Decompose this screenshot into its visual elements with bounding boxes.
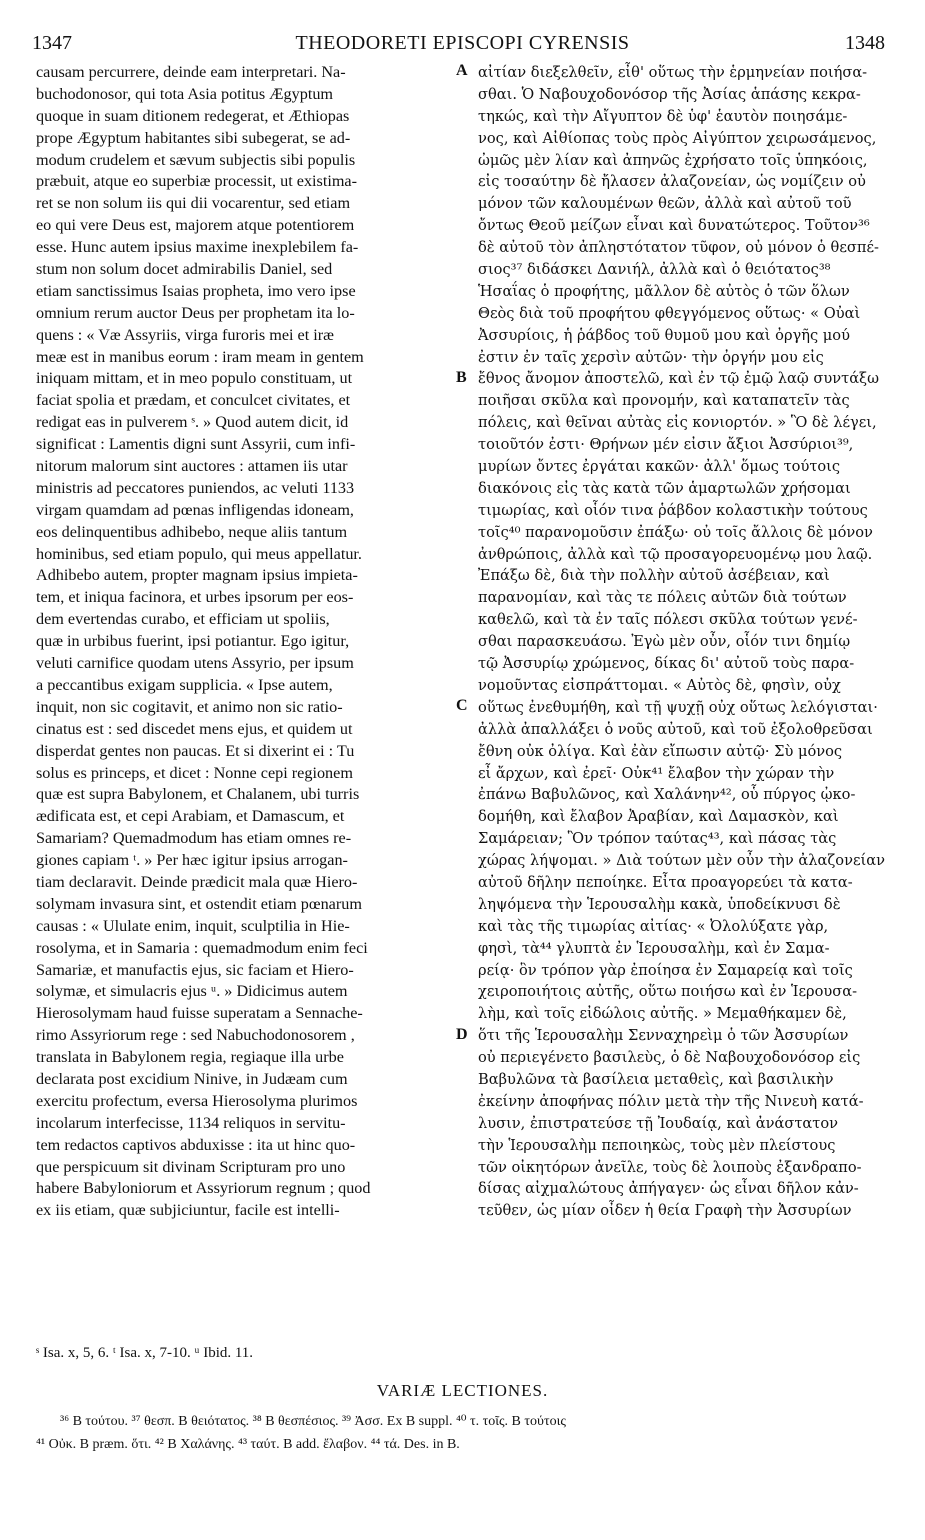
greek-text-line: τῶν οἰκητόρων ἀνεῖλε, τοὺς δὲ λοιποὺς ἐξανδραπο-: [478, 1158, 862, 1176]
latin-text-line: tem redactos captivos abduxisse : ita ut hinc quo-: [36, 1135, 356, 1154]
greek-text-line: φησὶ, τὰ⁴⁴ γλυπτὰ ἐν Ἱερουσαλὴμ, καὶ ἐν Σαμα-: [478, 939, 830, 957]
greek-text-line: Θεὸς διὰ τοῦ προφήτου φθεγγόμενος οὕτως· « Οὐαὶ: [478, 304, 861, 322]
greek-text-line: ποιῆσαι σκῦλα καὶ προνομήν, καὶ καταπατεῖν τὰς: [478, 392, 850, 410]
latin-text-line: faciat spolia et prædam, et conculcet civitates, et: [36, 391, 351, 410]
latin-text-line: disperdat gentes non paucas. Et si dixerint ei : Tu: [36, 741, 355, 760]
greek-column: [478, 62, 898, 1222]
greek-text-line: τοιοῦτόν ἐστι· Θρήνων μέν εἰσιν ἄξιοι Ἀσσύριοι³⁹,: [478, 436, 854, 454]
greek-text-line: τηκώς, καὶ τὴν Αἴγυπτον δὲ ὑφ' ἑαυτὸν ποιησάμε-: [478, 107, 848, 125]
latin-text-line: ædificata est, et cepi Arabiam, et Damascum, et: [36, 807, 345, 826]
latin-text-line: inquit, non sic cogitavit, et animo non sic ratio-: [36, 697, 343, 716]
greek-text-line: λυσιν, ἐπιστρατεύσε τῇ Ἰουδαίᾳ, καὶ ἀνάστατον: [478, 1114, 838, 1132]
greek-text-line: εἰς τοσαύτην δὲ ἤλασεν ἀλαζονείαν, ὡς νομίζειν οὐ: [478, 173, 866, 191]
greek-text-line: σιος³⁷ διδάσκει Δανιήλ, ἀλλὰ καὶ ὁ θειότατος³⁸: [478, 261, 831, 279]
running-title: THEODORETI EPISCOPI CYRENSIS: [295, 32, 630, 54]
latin-text-line: incolarum interfecisse, 1134 reliquos in servitu-: [36, 1113, 346, 1132]
latin-text-line: rosolyma, et in Samaria : quemadmodum enim feci: [36, 938, 368, 957]
greek-text-line: τοῖς⁴⁰ παρανομοῦσιν ἐπάξω· οὐ τοῖς ἄλλοις δὲ μόνον: [478, 523, 873, 541]
greek-text-line: ἐστιν ἐν ταῖς χερσὶν αὐτῶν· τὴν ὀργήν μου εἰς: [478, 348, 824, 366]
latin-text-line: declarata post excidium Ninive, in Judæam cum: [36, 1069, 348, 1088]
greek-text-line: ἀλλὰ ἀπαλλάξει ὁ νοῦς αὐτοῦ, καὶ τοῦ ἐξολοθρεῦσαι: [478, 720, 873, 738]
latin-text-line: rimo Assyriorum rege : sed Nabuchodonosorem ,: [36, 1026, 355, 1045]
latin-text-line: causam percurrere, deinde eam interpretari. Na-: [36, 63, 346, 81]
greek-text-line: ἐπάνω Βαβυλῶνος, καὶ Χαλάνην⁴², οὗ πύργος ᾠκο-: [478, 786, 856, 804]
footnotes: ˢ Isa. x, 5, 6. ᵗ Isa. x, 7-10. ᵘ Ibid. 11.: [36, 1345, 254, 1361]
latin-text-line: significat : Lamentis digni sunt Assyrii, cum infi-: [36, 435, 356, 454]
latin-text-line: tiam declaravit. Deinde prædicit mala quæ Hiero-: [36, 872, 358, 891]
latin-text-line: iniquam mittam, et in meo populo constituam, ut: [36, 369, 353, 388]
latin-text-line: solymam invasura sint, et ostendit etiam pœnarum: [36, 894, 362, 913]
margin-marker: C: [456, 697, 468, 715]
latin-text-line: eos delinquentibus adhibebo, neque aliis tantum: [36, 522, 348, 541]
greek-text-line: παρανομίαν, καὶ τὰς τε πόλεις αὐτῶν διὰ τούτων: [478, 589, 847, 607]
latin-text-line: solus es princeps, et dicet : Nonne cepi regionem: [36, 763, 353, 782]
greek-text-line: τῷ Ἀσσυρίῳ χρώμενος, δίκας δι' αὐτοῦ τοὺς παρα-: [478, 655, 855, 673]
greek-text-line: αὐτοῦ δῆλην πεποίηκε. Εἶτα προαγορεύει τὰ κατα-: [478, 873, 853, 891]
greek-text-line: εἶ ἄρχων, καὶ ἐρεῖ· Οὐκ⁴¹ ἔλαβον τὴν χώραν τὴν: [478, 764, 835, 782]
latin-text-line: cinatus est : sed discedet mens ejus, et quidem ut: [36, 719, 353, 738]
latin-text-line: exercitu profectum, eversa Hierosolyma plurimos: [36, 1091, 358, 1110]
greek-text-line: δὲ αὐτοῦ τὸν ἀπληστότατον τῦφον, οὐ μόνον ὁ θεσπέ-: [478, 239, 879, 257]
greek-text-line: Ἡσαΐας ὁ προφήτης, μᾶλλον δὲ αὐτὸς ὁ τῶν ὅλων: [478, 282, 850, 300]
latin-text-line: redigat eas in pulverem ˢ. » Quod autem dicit, id: [36, 413, 349, 432]
latin-text-line: Samariam? Quemadmodum has etiam omnes re-: [36, 829, 352, 848]
latin-text-line: virgam quamdam ad pœnas infligendas idoneam,: [36, 500, 354, 519]
latin-text-line: hominibus, sed etiam populo, qui meus appellatur.: [36, 544, 362, 563]
latin-text-line: ministris ad peccatores puniendos, ac veluti 1133: [36, 478, 355, 497]
greek-text-line: δομήθη, καὶ ἔλαβον Ἀραβίαν, καὶ Δαμασκὸν, καὶ: [478, 808, 839, 826]
latin-text-line: quens : « Væ Assyriis, virga furoris mei et iræ: [36, 325, 334, 344]
right-page-number: 1348: [845, 32, 885, 54]
latin-text-line: meæ est in manibus eorum : iram meam in gentem: [36, 347, 364, 366]
greek-text-line: ἔθνη οὐκ ὀλίγα. Καὶ ἐὰν εἴπωσιν αὐτῷ· Σὺ μόνος: [478, 742, 843, 760]
latin-text-line: etiam sanctissimus Isaias propheta, imo vero ipse: [36, 281, 356, 300]
margin-marker: A: [456, 62, 468, 79]
greek-text-line: οὐ περιεγένετο βασιλεὺς, ὁ δὲ Ναβουχοδονόσορ εἰς: [478, 1049, 861, 1067]
latin-text-line: veluti carnifice quodam utens Assyrio, per ipsum: [36, 654, 354, 673]
greek-text-line: ὄντως Θεοῦ μείζων εἶναι καὶ δυνατώτερος. Τοῦτον³⁶: [478, 217, 870, 235]
greek-text-line: σθαι παρασκευάσω. Ἐγὼ μὲν οὖν, οἷόν τινι δημίῳ: [478, 633, 851, 651]
greek-text-line: ρείᾳ· ὃν τρόπον γὰρ ἐποίησα ἐν Σαμαρείᾳ καὶ τοῖς: [478, 961, 853, 979]
greek-text-line: ἀνθρώποις, ἀλλὰ καὶ τῷ προσαγορευομένῳ μου λαῷ.: [478, 545, 873, 563]
latin-text-line: giones capiam ᵗ. » Per hæc igitur ipsius arrogan-: [36, 851, 348, 870]
latin-text-line: esse. Hunc autem ipsius maxime inexplebilem fa-: [36, 238, 359, 257]
greek-text-line: Βαβυλῶνα τὰ βασίλεια μεταθεὶς, καὶ βασιλικὴν: [478, 1070, 834, 1088]
greek-text-line: Ἐπάξω δὲ, διὰ τὴν πολλὴν αὐτοῦ ἀσέβειαν, καὶ: [478, 567, 830, 585]
variae-line-2: ⁴¹ Οὐκ. Β præm. ὅτι. ⁴² Β Χαλάνης. ⁴³ ταύτ. Β add. ἔλαβον. ⁴⁴ τά. Des. in Β.: [36, 1437, 460, 1452]
greek-text-line: μυρίων ὄντες ἐργάται κακῶν· ἀλλ' ὅμως τούτοις: [478, 458, 841, 476]
latin-column: [36, 62, 456, 1222]
margin-marker: B: [456, 368, 467, 386]
greek-text-line: καθελῶ, καὶ τὰ ἐν ταῖς πόλεσι σκῦλα τούτων γενέ-: [478, 611, 858, 629]
left-page-number: 1347: [32, 32, 72, 54]
latin-text-line: Samariæ, et manufactis ejus, sic faciam et Hiero-: [36, 960, 354, 979]
greek-text-line: αἰτίαν διεξελθεῖν, εἶθ' οὕτως τὴν ἑρμηνείαν ποιήσα-: [478, 64, 868, 81]
latin-text-line: Hierosolymam haud fuisse superatam a Sennache-: [36, 1004, 363, 1023]
greek-text-line: διακόνοις εἰς τὰς κατὰ τῶν ἁμαρτωλῶν χρήσομαι: [478, 479, 851, 497]
latin-text-line: Adhibebo autem, propter magnam ipsius impieta-: [36, 566, 358, 585]
latin-text-line: omnium rerum auctor Deus per prophetam ita lo-: [36, 303, 355, 322]
greek-text-line: Ἀσσυρίοις, ἡ ῥάβδος τοῦ θυμοῦ μου καὶ ὀργῆς μού: [478, 326, 850, 344]
greek-text-line: νος, καὶ Αἰθίοπας τοὺς πρὸς Αἰγύπτον χειρωσάμενος,: [478, 129, 877, 147]
latin-text-line: modum crudelem et sævum subjectis sibi populis: [36, 150, 356, 169]
latin-text-line: eo qui vere Deus est, majorem atque potentiorem: [36, 216, 355, 235]
greek-text-line: ὠμῶς μὲν λίαν καὶ ἀπηνῶς ἐχρήσατο τοῖς ὑπηκόοις,: [478, 151, 868, 169]
margin-marker: D: [456, 1025, 468, 1043]
latin-text-line: prope Ægyptum habitantes sibi subegerat, se ad-: [36, 128, 351, 147]
latin-text-line: nitorum malorum sint auctores : attamen iis utar: [36, 457, 348, 476]
latin-text-line: habere Babyloniorum et Assyriorum regnum ; quod: [36, 1179, 371, 1198]
latin-text-line: præbuit, atque eo superbiæ processit, ut existima-: [36, 172, 357, 191]
variae-lectiones-title: VARIÆ LECTIONES.: [376, 1381, 549, 1400]
latin-text-line: a peccantibus exigam supplicia. « Ipse autem,: [36, 675, 333, 694]
latin-text-line: quoque in suam ditionem redegerat, et Æthiopas: [36, 106, 350, 125]
greek-text-line: ἔθνος ἄνομον ἀποστελῶ, καὶ ἐν τῷ ἐμῷ λαῷ συντάξω: [478, 370, 880, 388]
latin-text-line: tem, et iniqua facinora, et urbes ipsorum per eos-: [36, 588, 354, 607]
greek-text-line: χειροποιήτοις αὐτῆς, οὕτω ποιήσω καὶ ἐν Ἱερουσα-: [478, 983, 858, 1001]
greek-text-line: τεῦθεν, ὡς μίαν οἶδεν ἡ θεία Γραφὴ τὴν Ἀσσυρίων: [478, 1202, 852, 1220]
greek-text-line: πόλεις, καὶ θεῖναι αὐτὰς εἰς κονιορτόν. » Ὃ δὲ λέγει,: [478, 414, 877, 432]
greek-text-line: οὕτως ἐνεθυμήθη, καὶ τῇ ψυχῇ οὐχ οὕτως λελόγισται·: [478, 698, 878, 716]
latin-text-line: solymæ, et simulacris ejus ᵘ. » Didicimus autem: [36, 982, 348, 1001]
greek-text-line: ἐκείνην ἀποφήνας πόλιν μετὰ τὴν τῆς Νινευὴ κατά-: [478, 1092, 864, 1110]
greek-text-line: καὶ τὰς τῆς τιμωρίας αἰτίας· « Ὀλολύξατε γὰρ,: [478, 917, 829, 935]
latin-text-line: dem evertendas curabo, et efficiam ut spoliis,: [36, 610, 330, 629]
latin-text-line: causas : « Ululate enim, inquit, sculptilia in Hie-: [36, 916, 350, 935]
greek-text-line: μόνον τῶν καλουμένων θεῶν, ἀλλὰ καὶ αὐτοῦ τοῦ: [478, 195, 852, 213]
greek-text-line: σθαι. Ὁ Ναβουχοδονόσορ τῆς Ἀσίας ἁπάσης κεκρα-: [478, 85, 861, 103]
greek-text-line: ὅτι τῆς Ἱερουσαλὴμ Σενναχηρεὶμ ὁ τῶν Ἀσσυρίων: [478, 1027, 849, 1045]
greek-text-line: χώρας λήψομαι. » Διὰ τούτων μὲν οὖν τὴν ἀλαζονείαν: [478, 852, 885, 870]
greek-text-line: τὴν Ἱερουσαλὴμ πεποιηκὼς, τοὺς μὲν πλείστους: [478, 1136, 836, 1154]
latin-text-line: que perspicuum sit divinam Scripturam pro uno: [36, 1157, 346, 1176]
greek-text-line: δίσας αἰχμαλώτους ἀπήγαγεν· ὡς εἶναι δῆλον κἀν-: [478, 1180, 859, 1198]
latin-text-line: translata in Babylonem regia, regiaque illa urbe: [36, 1048, 344, 1067]
latin-text-line: quæ est supra Babylonem, et Chalanem, ubi turris: [36, 785, 360, 804]
latin-text-line: buchodonosor, qui tota Asia potitus Ægyptum: [36, 84, 334, 103]
greek-text-line: ληψόμενα τὴν Ἱερουσαλὴμ κακὰ, ὑποδείκνυσι δὲ: [478, 895, 841, 913]
greek-text-line: νομοῦντας εἰσπράττομαι. « Αὐτὸς δὲ, φησὶν, οὐχ: [478, 676, 841, 694]
greek-text-line: Σαμάρειαν; Ὃν τρόπον ταύτας⁴³, καὶ πάσας τὰς: [478, 830, 837, 848]
greek-text-line: λὴμ, καὶ τοῖς εἰδώλοις αὐτῆς. » Μεμαθήκαμεν δὲ,: [478, 1005, 847, 1023]
latin-text-line: ex iis etiam, quæ subjiciuntur, facile est intelli-: [36, 1201, 340, 1220]
variae-line-1: ³⁶ Β τούτου. ³⁷ θεσπ. Β θειότατος. ³⁸ Β θεσπέσιος. ³⁹ Ἀσσ. Ex Β suppl. ⁴⁰ τ. τοῖς. Β τούτοις: [60, 1414, 566, 1429]
latin-text-line: quæ in urbibus fuerint, ipsi potiantur. Ego igitur,: [36, 632, 350, 651]
latin-text-line: ret se non solum iis qui dii vocarentur, sed etiam: [36, 194, 351, 213]
latin-text-line: stum non solum docet admirabilis Daniel, sed: [36, 260, 333, 279]
greek-text-line: τιμωρίας, καὶ οἷόν τινα ῥάβδον κολαστικὴν τούτους: [478, 501, 868, 519]
